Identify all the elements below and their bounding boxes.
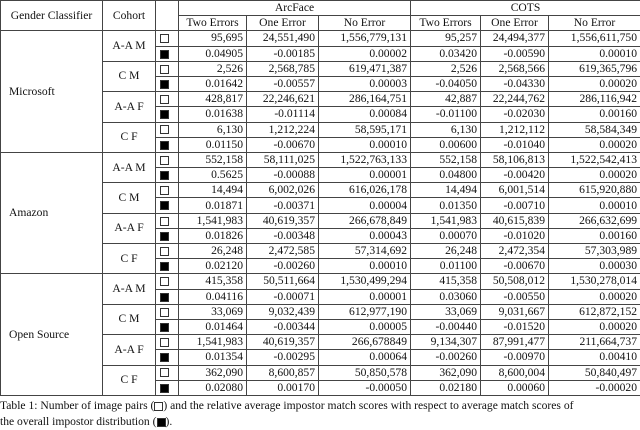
- score-cell: 0.00084: [319, 107, 411, 122]
- cohort-cell: A-A M: [103, 152, 156, 182]
- pair-count-cell: 8,600,004: [481, 365, 549, 380]
- pair-count-cell: 57,314,692: [319, 244, 411, 259]
- marker-cell: [156, 335, 179, 350]
- pair-count-cell: 26,248: [411, 244, 481, 259]
- score-cell: 0.00070: [411, 228, 481, 243]
- score-cell: 0.03420: [411, 46, 481, 61]
- score-cell: 0.01350: [411, 198, 481, 213]
- score-cell: 0.00043: [319, 228, 411, 243]
- score-cell: -0.04330: [481, 76, 549, 91]
- gender-classifier-cell: Microsoft: [1, 31, 103, 153]
- score-cell: 0.00064: [319, 350, 411, 365]
- empty-square-icon: [160, 156, 169, 165]
- score-cell: 0.02120: [179, 259, 247, 274]
- subheader-one-error: One Error: [481, 16, 549, 31]
- pair-count-cell: 612,977,190: [319, 304, 411, 319]
- score-cell: 0.00600: [411, 137, 481, 152]
- pair-count-cell: 6,130: [179, 122, 247, 137]
- pair-count-cell: 1,530,278,014: [549, 274, 640, 289]
- pair-count-cell: 1,212,224: [247, 122, 319, 137]
- marker-cell: [156, 137, 179, 152]
- pair-count-cell: 2,568,566: [481, 61, 549, 76]
- pair-count-cell: 9,031,667: [481, 304, 549, 319]
- empty-square-icon: [160, 247, 169, 256]
- score-cell: -0.00348: [247, 228, 319, 243]
- cohort-cell: A-A M: [103, 274, 156, 304]
- caption-text: the overall impostor distribution (: [0, 415, 157, 428]
- pair-count-cell: 612,872,152: [549, 304, 640, 319]
- score-cell: 0.02080: [179, 380, 247, 395]
- marker-cell: [156, 380, 179, 395]
- score-cell: 0.01826: [179, 228, 247, 243]
- pair-count-cell: 33,069: [179, 304, 247, 319]
- pair-count-cell: 286,116,942: [549, 92, 640, 107]
- table-row: [1, 274, 640, 289]
- score-cell: -0.01114: [247, 107, 319, 122]
- pair-count-cell: 615,920,880: [549, 183, 640, 198]
- marker-cell: [156, 198, 179, 213]
- score-cell: 0.00004: [319, 198, 411, 213]
- caption-text: Table 1: Number of image pairs (: [0, 399, 154, 412]
- score-cell: -0.00420: [481, 168, 549, 183]
- pair-count-cell: 24,551,490: [247, 31, 319, 46]
- filled-square-icon: [160, 80, 169, 89]
- score-cell: 0.04800: [411, 168, 481, 183]
- pair-count-cell: 40,619,357: [247, 213, 319, 228]
- marker-cell: [156, 289, 179, 304]
- pair-count-cell: 1,541,983: [179, 335, 247, 350]
- filled-square-icon: [160, 171, 169, 180]
- pair-count-cell: 26,248: [179, 244, 247, 259]
- pair-count-cell: 619,471,387: [319, 61, 411, 76]
- score-cell: 0.02180: [411, 380, 481, 395]
- marker-cell: [156, 76, 179, 91]
- pair-count-cell: 14,494: [411, 183, 481, 198]
- pair-count-cell: 14,494: [179, 183, 247, 198]
- score-cell: -0.00590: [481, 46, 549, 61]
- score-cell: 0.01642: [179, 76, 247, 91]
- pair-count-cell: 87,991,477: [481, 335, 549, 350]
- pair-count-cell: 362,090: [411, 365, 481, 380]
- filled-square-icon: [160, 232, 169, 241]
- marker-cell: [156, 228, 179, 243]
- cohort-cell: C F: [103, 244, 156, 274]
- caption-text: ).: [166, 415, 173, 428]
- score-cell: -0.00710: [481, 198, 549, 213]
- pair-count-cell: 362,090: [179, 365, 247, 380]
- pair-count-cell: 6,130: [411, 122, 481, 137]
- empty-square-icon: [160, 95, 169, 104]
- empty-square-icon: [160, 65, 169, 74]
- pair-count-cell: 50,850,578: [319, 365, 411, 380]
- score-cell: 0.5625: [179, 168, 247, 183]
- pair-count-cell: 1,522,763,133: [319, 152, 411, 167]
- pair-count-cell: 616,026,178: [319, 183, 411, 198]
- score-cell: -0.00260: [247, 259, 319, 274]
- score-cell: 0.00010: [319, 259, 411, 274]
- score-cell: 0.00020: [549, 137, 640, 152]
- score-cell: 0.00020: [549, 76, 640, 91]
- score-cell: -0.00670: [481, 259, 549, 274]
- empty-square-icon: [160, 186, 169, 195]
- pair-count-cell: 266,632,699: [549, 213, 640, 228]
- pair-count-cell: 1,556,611,750: [549, 31, 640, 46]
- marker-cell: [156, 152, 179, 167]
- empty-square-icon: [160, 34, 169, 43]
- marker-cell: [156, 92, 179, 107]
- marker-cell: [156, 31, 179, 46]
- score-cell: -0.00295: [247, 350, 319, 365]
- pair-count-cell: 40,619,357: [247, 335, 319, 350]
- cohort-cell: C M: [103, 183, 156, 213]
- pair-count-cell: 50,511,664: [247, 274, 319, 289]
- subheader-one-error: One Error: [247, 16, 319, 31]
- score-cell: 0.00410: [549, 350, 640, 365]
- pair-count-cell: 95,257: [411, 31, 481, 46]
- pair-count-cell: 24,494,377: [481, 31, 549, 46]
- score-cell: 0.01354: [179, 350, 247, 365]
- pair-count-cell: 2,526: [179, 61, 247, 76]
- marker-cell: [156, 213, 179, 228]
- score-cell: 0.01150: [179, 137, 247, 152]
- pair-count-cell: 6,001,514: [481, 183, 549, 198]
- score-cell: -0.00088: [247, 168, 319, 183]
- pair-count-cell: 22,246,621: [247, 92, 319, 107]
- marker-cell: [156, 46, 179, 61]
- cohort-cell: C F: [103, 122, 156, 152]
- marker-cell: [156, 244, 179, 259]
- pair-count-cell: 40,615,839: [481, 213, 549, 228]
- score-cell: -0.00557: [247, 76, 319, 91]
- filled-square-icon: [160, 384, 169, 393]
- score-cell: 0.00010: [549, 198, 640, 213]
- score-cell: -0.00550: [481, 289, 549, 304]
- score-cell: 0.01871: [179, 198, 247, 213]
- score-cell: -0.00050: [319, 380, 411, 395]
- table-row: [1, 31, 640, 46]
- pair-count-cell: 266,678849: [319, 335, 411, 350]
- pair-count-cell: 1,530,499,294: [319, 274, 411, 289]
- score-cell: -0.01100: [411, 107, 481, 122]
- score-cell: -0.04050: [411, 76, 481, 91]
- score-cell: 0.03060: [411, 289, 481, 304]
- cohort-cell: A-A F: [103, 335, 156, 365]
- pair-count-cell: 1,556,779,131: [319, 31, 411, 46]
- marker-cell: [156, 350, 179, 365]
- score-cell: 0.00030: [549, 259, 640, 274]
- marker-cell: [156, 259, 179, 274]
- filled-square-icon: [160, 110, 169, 119]
- score-cell: 0.00002: [319, 46, 411, 61]
- score-cell: 0.00060: [481, 380, 549, 395]
- cohort-cell: A-A F: [103, 213, 156, 243]
- cohort-cell: C M: [103, 304, 156, 334]
- score-cell: -0.01020: [481, 228, 549, 243]
- score-cell: -0.00344: [247, 319, 319, 334]
- cohort-cell: C F: [103, 365, 156, 395]
- header-gender-classifier: Gender Classifier: [1, 1, 103, 31]
- score-cell: -0.00185: [247, 46, 319, 61]
- pair-count-cell: 619,365,796: [549, 61, 640, 76]
- cohort-cell: A-A M: [103, 31, 156, 61]
- filled-square-icon: [157, 418, 166, 427]
- filled-square-icon: [160, 262, 169, 271]
- header-cots: COTS: [411, 1, 640, 16]
- header-arcface: ArcFace: [179, 1, 411, 16]
- pair-count-cell: 58,106,813: [481, 152, 549, 167]
- pair-count-cell: 50,508,012: [481, 274, 549, 289]
- score-cell: 0.00001: [319, 168, 411, 183]
- table-caption: [0, 398, 640, 430]
- pair-count-cell: 211,664,737: [549, 335, 640, 350]
- score-cell: 0.00010: [549, 46, 640, 61]
- marker-cell: [156, 107, 179, 122]
- score-cell: -0.01040: [481, 137, 549, 152]
- pair-count-cell: 2,568,785: [247, 61, 319, 76]
- filled-square-icon: [160, 353, 169, 362]
- header-cohort: Cohort: [103, 1, 156, 31]
- pair-count-cell: 1,212,112: [481, 122, 549, 137]
- filled-square-icon: [160, 323, 169, 332]
- pair-count-cell: 58,584,349: [549, 122, 640, 137]
- marker-cell: [156, 122, 179, 137]
- pair-count-cell: 1,541,983: [179, 213, 247, 228]
- subheader-no-error: No Error: [549, 16, 640, 31]
- pair-count-cell: 22,244,762: [481, 92, 549, 107]
- score-cell: -0.00970: [481, 350, 549, 365]
- pair-count-cell: 95,695: [179, 31, 247, 46]
- marker-cell: [156, 319, 179, 334]
- pair-count-cell: 58,111,025: [247, 152, 319, 167]
- empty-square-icon: [160, 308, 169, 317]
- score-cell: -0.00440: [411, 319, 481, 334]
- pair-count-cell: 266,678,849: [319, 213, 411, 228]
- subheader-two-errors: Two Errors: [179, 16, 247, 31]
- score-cell: -0.00670: [247, 137, 319, 152]
- score-cell: 0.00160: [549, 228, 640, 243]
- pair-count-cell: 2,472,585: [247, 244, 319, 259]
- marker-cell: [156, 365, 179, 380]
- score-cell: 0.04905: [179, 46, 247, 61]
- score-cell: -0.00371: [247, 198, 319, 213]
- pair-count-cell: 8,600,857: [247, 365, 319, 380]
- score-cell: -0.00071: [247, 289, 319, 304]
- score-cell: -0.01520: [481, 319, 549, 334]
- pair-count-cell: 50,840,497: [549, 365, 640, 380]
- filled-square-icon: [160, 141, 169, 150]
- gender-classifier-cell: Amazon: [1, 152, 103, 274]
- score-cell: 0.01464: [179, 319, 247, 334]
- score-cell: -0.02030: [481, 107, 549, 122]
- filled-square-icon: [160, 201, 169, 210]
- empty-square-icon: [160, 338, 169, 347]
- subheader-no-error: No Error: [319, 16, 411, 31]
- empty-square-icon: [160, 277, 169, 286]
- pair-count-cell: 58,595,171: [319, 122, 411, 137]
- score-cell: 0.04116: [179, 289, 247, 304]
- score-cell: 0.00020: [549, 319, 640, 334]
- cohort-cell: C M: [103, 61, 156, 91]
- pair-count-cell: 552,158: [411, 152, 481, 167]
- pair-count-cell: 552,158: [179, 152, 247, 167]
- pair-count-cell: 415,358: [179, 274, 247, 289]
- score-cell: -0.00020: [549, 380, 640, 395]
- score-cell: 0.00003: [319, 76, 411, 91]
- score-cell: 0.01100: [411, 259, 481, 274]
- empty-square-icon: [160, 217, 169, 226]
- score-cell: 0.00005: [319, 319, 411, 334]
- score-cell: 0.01638: [179, 107, 247, 122]
- pair-count-cell: 57,303,989: [549, 244, 640, 259]
- pair-count-cell: 286,164,751: [319, 92, 411, 107]
- pair-count-cell: 9,032,439: [247, 304, 319, 319]
- score-cell: 0.00020: [549, 168, 640, 183]
- marker-cell: [156, 168, 179, 183]
- pair-count-cell: 42,887: [411, 92, 481, 107]
- pair-count-cell: 1,522,542,413: [549, 152, 640, 167]
- score-cell: 0.00170: [247, 380, 319, 395]
- score-cell: 0.00160: [549, 107, 640, 122]
- empty-square-icon: [160, 368, 169, 377]
- pair-count-cell: 6,002,026: [247, 183, 319, 198]
- pair-count-cell: 1,541,983: [411, 213, 481, 228]
- subheader-two-errors: Two Errors: [411, 16, 481, 31]
- marker-cell: [156, 183, 179, 198]
- pair-count-cell: 33,069: [411, 304, 481, 319]
- empty-square-icon: [160, 125, 169, 134]
- marker-cell: [156, 61, 179, 76]
- pair-count-cell: 2,526: [411, 61, 481, 76]
- marker-cell: [156, 274, 179, 289]
- pair-count-cell: 415,358: [411, 274, 481, 289]
- score-cell: 0.00010: [319, 137, 411, 152]
- caption-text: ) and the relative average impostor match scores with respect to average match scores of: [163, 399, 573, 412]
- table-row: [1, 152, 640, 167]
- gender-classifier-cell: Open Source: [1, 274, 103, 396]
- pair-count-cell: 428,817: [179, 92, 247, 107]
- score-cell: 0.00020: [549, 289, 640, 304]
- marker-cell: [156, 304, 179, 319]
- pair-count-cell: 2,472,354: [481, 244, 549, 259]
- score-cell: -0.00260: [411, 350, 481, 365]
- cohort-cell: A-A F: [103, 92, 156, 122]
- filled-square-icon: [160, 50, 169, 59]
- filled-square-icon: [160, 293, 169, 302]
- pair-count-cell: 9,134,307: [411, 335, 481, 350]
- header-icon: [156, 1, 179, 31]
- score-cell: 0.00001: [319, 289, 411, 304]
